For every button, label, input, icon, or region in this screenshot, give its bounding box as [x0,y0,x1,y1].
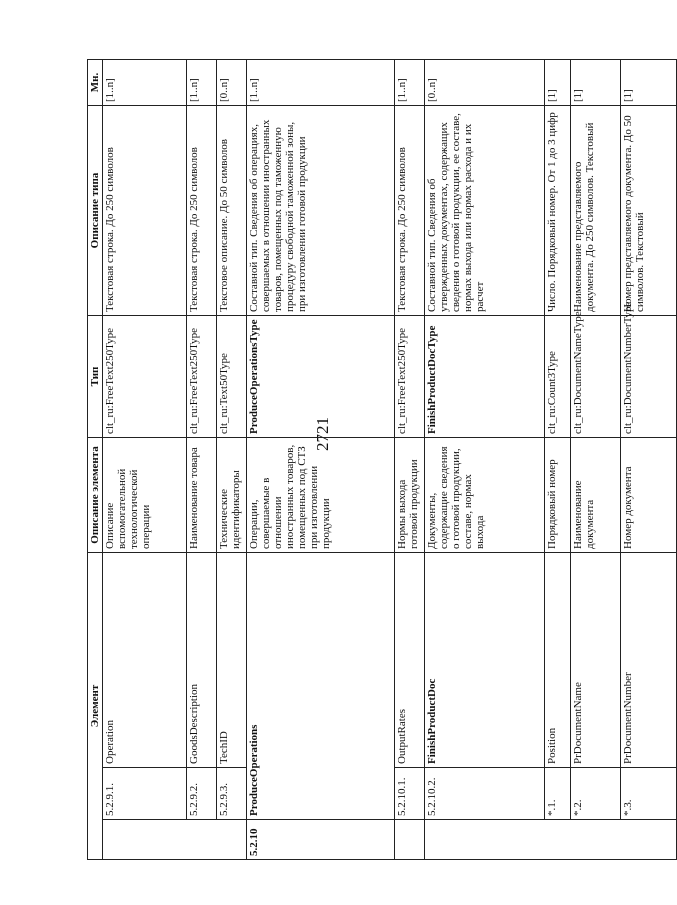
table-row [103,60,187,860]
row-number: *.2. [571,768,621,820]
type-description: Текстовая строка. До 250 символов [103,106,187,316]
header-type: Тип [88,316,103,438]
element-description: Документы, содержащие сведения о готовой продукции, составе, нормах выхода [425,438,545,553]
table-row [247,60,395,860]
element-name: GoodsDescription [187,553,217,768]
type-description: Составной тип. Сведения об операциях, совершаемых в отношении иностранных товаров, помещенных под таможенную процедуру свободной таможенной зоны, при изготовлении готовой продукции [247,106,395,316]
row-number: 5.2.9.3. [217,768,247,820]
element-type: clt_ru:DocumentNameType [571,316,621,438]
indent-cell [395,820,425,860]
element-name: Operation [103,553,187,768]
indent-cell [425,820,677,860]
header-multiplicity: Мн. [88,60,103,106]
type-description: Номер представляемого документа. До 50 символов. Текстовый [621,106,677,316]
element-type: ProduceOperationsType [247,316,395,438]
multiplicity: [1..n] [103,60,187,106]
type-description: Составной тип. Сведения об утвержденных документах, содержащих сведения о готовой продукции, ее составе, нормах выхода или нормах расхода и их расчет [425,106,545,316]
type-description: Текстовая строка. До 250 символов [187,106,217,316]
multiplicity: [1..n] [395,60,425,106]
element-type: clt_ru:FreeText250Type [187,316,217,438]
element-description: Операции, совершаемые в отношении иностранных товаров, помещенных под СТЗ при изготовлении продукции [247,438,395,553]
type-description: Текстовое описание. До 50 символов [217,106,247,316]
table-row [545,60,571,860]
element-name: TechID [217,553,247,768]
element-type: clt_ru:DocumentNumberType [621,316,677,438]
element-name: OutputRates [395,553,425,768]
row-number: 5.2.10.2. [425,768,545,820]
element-description: Описание вспомогательной технологической операции [103,438,187,553]
table-row [395,60,425,860]
element-description: Номер документа [621,438,677,553]
element-type: clt_ru:FreeText250Type [395,316,425,438]
row-number: 5.2.10 [247,820,395,860]
row-number: *.1. [545,768,571,820]
multiplicity: [1] [571,60,621,106]
element-name: PrDocumentNumber [621,553,677,768]
row-number: 5.2.9.1. [103,768,187,820]
element-type: clt_ru:FreeText250Type [103,316,187,438]
multiplicity: [1..n] [187,60,217,106]
table-row [571,60,621,860]
row-number: 5.2.9.2. [187,768,217,820]
element-name: ProduceOperations [247,553,395,820]
element-type: FinishProductDocType [425,316,545,438]
element-type: clt_ru:Count3Type [545,316,571,438]
element-type: clt_ru:Text50Type [217,316,247,438]
type-description: Наименование представляемого документа. До 250 символов. Текстовый [571,106,621,316]
multiplicity: [0..n] [217,60,247,106]
indent-cell [103,820,247,860]
element-description: Технические идентификаторы [217,438,247,553]
header-type-description: Описание типа [88,106,103,316]
page-number: 2721 [313,417,332,451]
row-number: 5.2.10.1. [395,768,425,820]
element-description: Нормы выхода готовой продукции [395,438,425,553]
table-row [621,60,677,860]
header-element-description: Описание элемента [88,438,103,553]
multiplicity: [1..n] [247,60,395,106]
element-name: PrDocumentName [571,553,621,768]
element-name: FinishProductDoc [425,553,545,768]
multiplicity: [1] [545,60,571,106]
element-description: Порядковый номер [545,438,571,553]
table-header-row [88,60,103,860]
multiplicity: [1] [621,60,677,106]
rotated-table-container [87,60,646,860]
table-row [187,60,217,860]
table-row [217,60,247,860]
header-element: Элемент [88,553,103,860]
row-number: *.3. [621,768,677,820]
type-description: Текстовая строка. До 250 символов [395,106,425,316]
element-description: Наименование товара [187,438,217,553]
table-row [425,60,545,860]
element-name: Position [545,553,571,768]
type-description: Число. Порядковый номер. От 1 до 3 цифр [545,106,571,316]
multiplicity: [0..n] [425,60,545,106]
element-description: Наименование документа [571,438,621,553]
schema-table [87,59,677,860]
